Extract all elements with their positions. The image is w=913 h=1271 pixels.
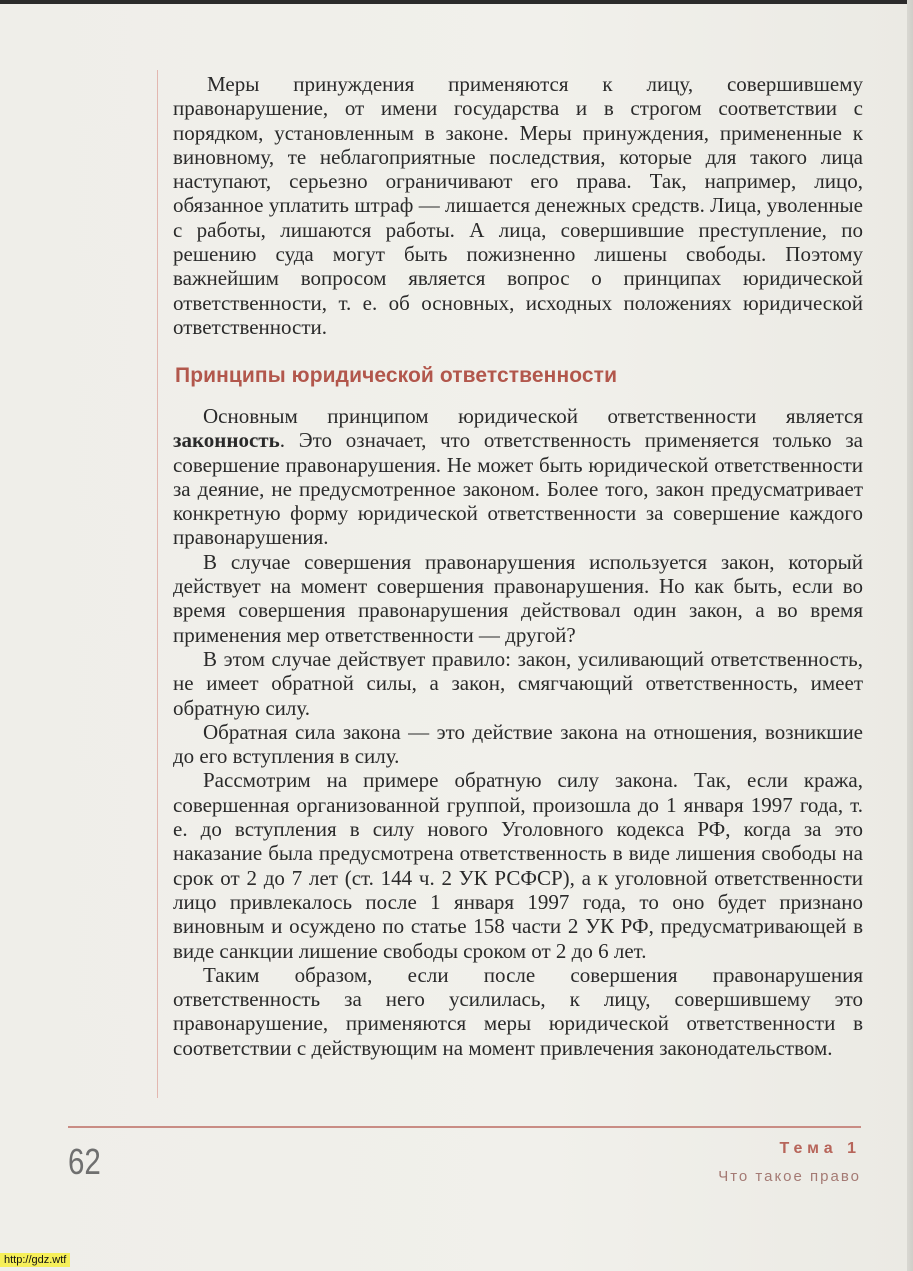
intro-text bbox=[173, 72, 863, 339]
margin-rule bbox=[157, 70, 158, 1098]
footer-subtitle: Что такое право bbox=[718, 1168, 861, 1185]
section-text bbox=[173, 404, 863, 1060]
section-paragraph-4: Обратная сила закона — это действие закона на отношения, возникшие до его вступления в силу. bbox=[173, 719, 863, 769]
section-paragraph-3: В этом случае действует правило: закон, усиливающий ответственность, не имеет обратной силы, а закон, смягчающий ответственность, имеет обратную силу. bbox=[173, 646, 863, 720]
footer-rule bbox=[68, 1126, 861, 1128]
paragraph-1-end: . Это означает, что ответственность применяется только за совершение правонарушения. Не может быть юридической ответственности за деяние, не предусмотренное законом. Более того, закон предусматривает конкретную форму юридической ответственности за совершение каждого правонарушения. bbox=[173, 428, 863, 550]
section-paragraph-5: Рассмотрим на примере обратную силу закона. Так, если кража, совершенная организованной группой, произошла до 1 января 1997 года, т. е. до вступления в силу нового Уголовного кодекса РФ, когда за это наказание была предусмотрена ответственность в виде лишения свободы на срок от 2 до 7 лет (ст. 144 ч. 2 УК РСФСР), а к уголовной ответственности лицо привлекалось после 1 января 1997 года, то оно будет признано виновным и осуждено по статье 158 части 2 УК РФ, предусматривающей в виде санкции лишение свободы сроком от 2 до 6 лет. bbox=[173, 768, 863, 963]
page-right-edge bbox=[907, 0, 913, 1271]
intro-paragraph: Меры принуждения применяются к лицу, совершившему правонарушение, от имени государства и в строгом соответствии с порядком, установленным в законе. Меры принуждения, примененные к виновному, те неблагоприятные последствия, которые для такого лица наступают, серьезно ограничивают его права. Так, например, лицо, обязанное уплатить штраф — лишается денежных средств. Лица, уволенные с работы, лишаются работы. А лица, совершившие преступление, по решению суда могут быть пожизненно лишены свободы. Поэтому важнейшим вопросом является вопрос о принципах юридической ответственности, т. е. об основных, исходных положениях юридической ответственности. bbox=[173, 72, 863, 339]
paragraph-1-start: Основным принципом юридической ответственности является bbox=[203, 404, 863, 428]
key-term-legality: законность bbox=[173, 428, 280, 453]
page-top-edge bbox=[0, 0, 913, 4]
section-paragraph-1 bbox=[173, 404, 863, 550]
page-number: 62 bbox=[68, 1141, 101, 1182]
watermark-label: http://gdz.wtf bbox=[0, 1253, 70, 1267]
section-paragraph-6: Таким образом, если после совершения правонарушения ответственность за него усилилась, к лицу, совершившему это правонарушение, применяются меры юридической ответственности в соответствии с действующим на момент привлечения законодательством. bbox=[173, 962, 863, 1060]
section-paragraph-2: В случае совершения правонарушения используется закон, который действует на момент совершения правонарушения. Но как быть, если во время совершения правонарушения действовал один закон, а во время применения мер ответственности — другой? bbox=[173, 549, 863, 647]
section-heading: Принципы юридической ответственности bbox=[175, 364, 618, 387]
footer-topic: Тема 1 bbox=[779, 1140, 861, 1157]
